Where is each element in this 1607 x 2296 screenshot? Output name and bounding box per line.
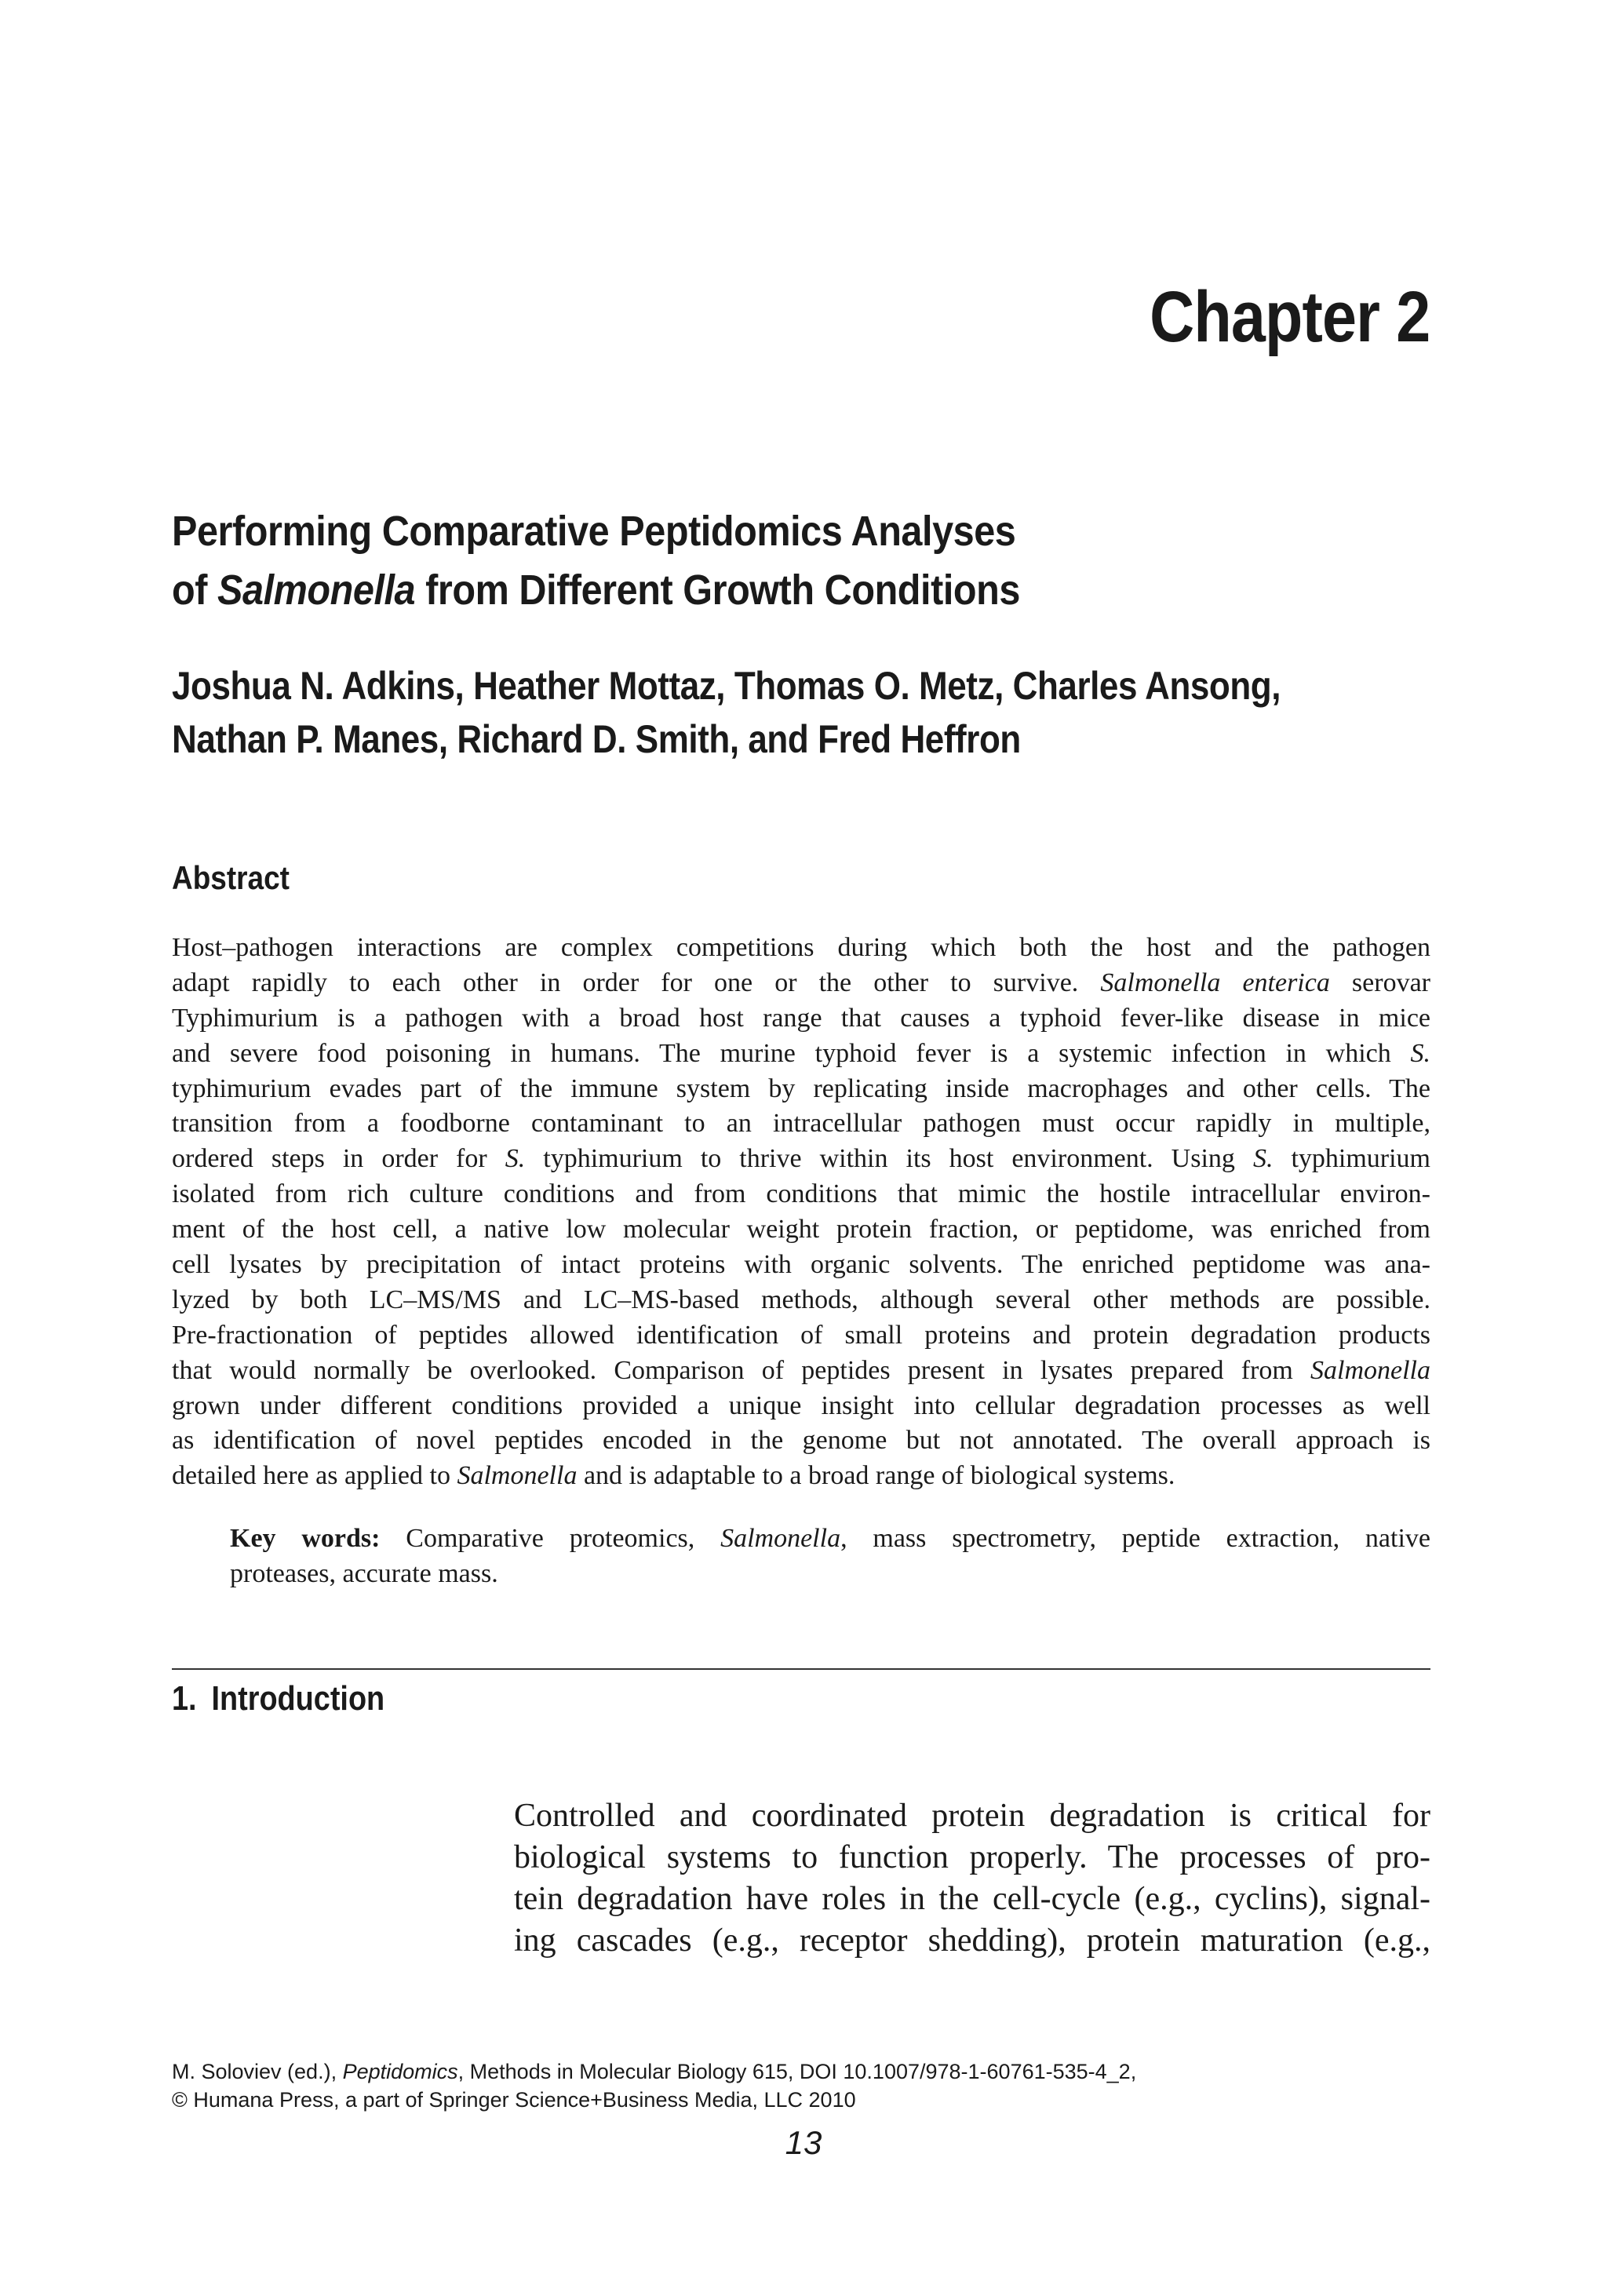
text-line [172,1389,1430,1424]
section-number: 1. [172,1679,197,1718]
text-line: ing cascades (e.g., receptor shedding), protein maturation (e.g., [514,1922,1430,1959]
text-run: Host–pathogen interactions are complex competitions during which both the host and the pathogen [172,933,1430,962]
text-run: transition from a foodborne contaminant to an intracellular pathogen must occur rapidly in multiple, [172,1109,1430,1139]
text-line [172,1177,1430,1212]
text-line [172,931,1430,966]
title-line-2-suffix: from Different Growth Conditions [415,567,1020,614]
text-line [172,1423,1430,1459]
footnote-series-doi: , Methods in Molecular Biology 615, DOI 10.1007/978-1-60761-535-4_2, [457,2060,1137,2083]
text-line [172,1142,1430,1177]
footnote-line-2: © Humana Press, a part of Springer Science+Business Media, LLC 2010 [172,2088,856,2112]
author-list [172,659,1506,766]
title-line-1: Performing Comparative Peptidomics Analyses [172,508,1016,555]
text-line [172,1283,1430,1318]
section-title: Introduction [211,1679,385,1718]
italic-term: S. [1252,1144,1274,1174]
paper-title [172,502,1427,620]
chapter-label: Chapter 2 [1149,277,1430,357]
keywords-block [230,1522,1430,1592]
text-run: typhimurium to thrive within its host environment. Using [525,1144,1253,1174]
citation-footnote [172,2057,1136,2114]
footnote-book-title: Peptidomics [342,2060,458,2083]
italic-term: Salmonella enterica [1100,968,1330,997]
text-run: ment of the host cell, a native low molecular weight protein fraction, or peptidome, was enriched from [172,1215,1430,1245]
text-run: isolated from rich culture conditions and from conditions that mimic the hostile intracellular environ- [172,1179,1430,1209]
text-line [172,1106,1430,1142]
text-line [230,1522,1430,1557]
footnote-line-1 [172,2057,1136,2086]
text-run: and severe food poisoning in humans. The murine typhoid fever is a systemic infection in which [172,1038,1411,1068]
authors-line-1: Joshua N. Adkins, Heather Mottaz, Thomas O. Metz, Charles Ansong, [172,664,1281,708]
text-run: Pre-fractionation of peptides allowed identification of small proteins and protein degradation products [172,1320,1430,1350]
text-line [230,1557,1430,1592]
text-run: ordered steps in order for [172,1144,505,1174]
text-run: that would normally be overlooked. Comparison of peptides present in lysates prepared from [172,1355,1311,1385]
text-line [172,1354,1430,1389]
italic-term: S. [505,1144,526,1174]
footnote-editor: M. Soloviev (ed.), [172,2060,343,2083]
abstract-heading: Abstract [172,859,290,896]
italic-term: S. [1410,1038,1430,1068]
text-run: proteases, accurate mass. [230,1558,498,1588]
text-run: serovar [1329,968,1430,997]
text-run: Comparative proteomics, [380,1524,721,1553]
italic-term: Salmonella [720,1524,841,1553]
introduction-body [514,1795,1430,1962]
text-run: typhimurium [1273,1144,1431,1174]
text-line [172,1318,1430,1354]
text-run: and is adaptable to a broad range of biological systems. [577,1461,1175,1491]
italic-term: Salmonella [1310,1355,1430,1385]
text-run: cell lysates by precipitation of intact proteins with organic solvents. The enriched peptidome was ana- [172,1250,1430,1280]
authors-line-2: Nathan P. Manes, Richard D. Smith, and Fred Heffron [172,717,1021,761]
text-line [172,1072,1430,1107]
page-number: 13 [785,2124,822,2161]
text-run: as identification of novel peptides encoded in the genome but not annotated. The overall approach is [172,1426,1430,1456]
italic-term: Salmonella [457,1461,578,1491]
text-run: lyzed by both LC–MS/MS and LC–MS-based methods, although several other methods are possible. [172,1285,1430,1314]
text-run: typhimurium evades part of the immune system by replicating inside macrophages and other cells. The [172,1073,1430,1103]
text-run: grown under different conditions provided a unique insight into cellular degradation processes as well [172,1390,1430,1420]
title-line-2-prefix: of [172,567,218,614]
text-line [172,1001,1430,1037]
text-line [172,1248,1430,1283]
text-line: biological systems to function properly. The processes of pro- [514,1839,1430,1875]
text-run: detailed here as applied to [172,1461,457,1491]
title-organism: Salmonella [217,567,416,614]
text-line: Controlled and coordinated protein degradation is critical for [514,1798,1430,1834]
text-run: Typhimurium is a pathogen with a broad host range that causes a typhoid fever-like disease in mice [172,1003,1430,1033]
text-line: tein degradation have roles in the cell-cycle (e.g., cyclins), signal- [514,1881,1430,1917]
text-run: , mass spectrometry, peptide extraction, native [840,1524,1430,1553]
text-line [172,966,1430,1001]
keywords-label: Key words: [230,1524,381,1553]
introduction-heading [172,1679,384,1718]
text-line [172,1212,1430,1248]
text-run: adapt rapidly to each other in order for one or the other to survive. [172,968,1101,997]
section-divider [172,1668,1430,1670]
text-line [172,1459,1430,1494]
title-line-2 [172,561,1302,620]
abstract-body [172,931,1430,1494]
text-line [172,1037,1430,1072]
